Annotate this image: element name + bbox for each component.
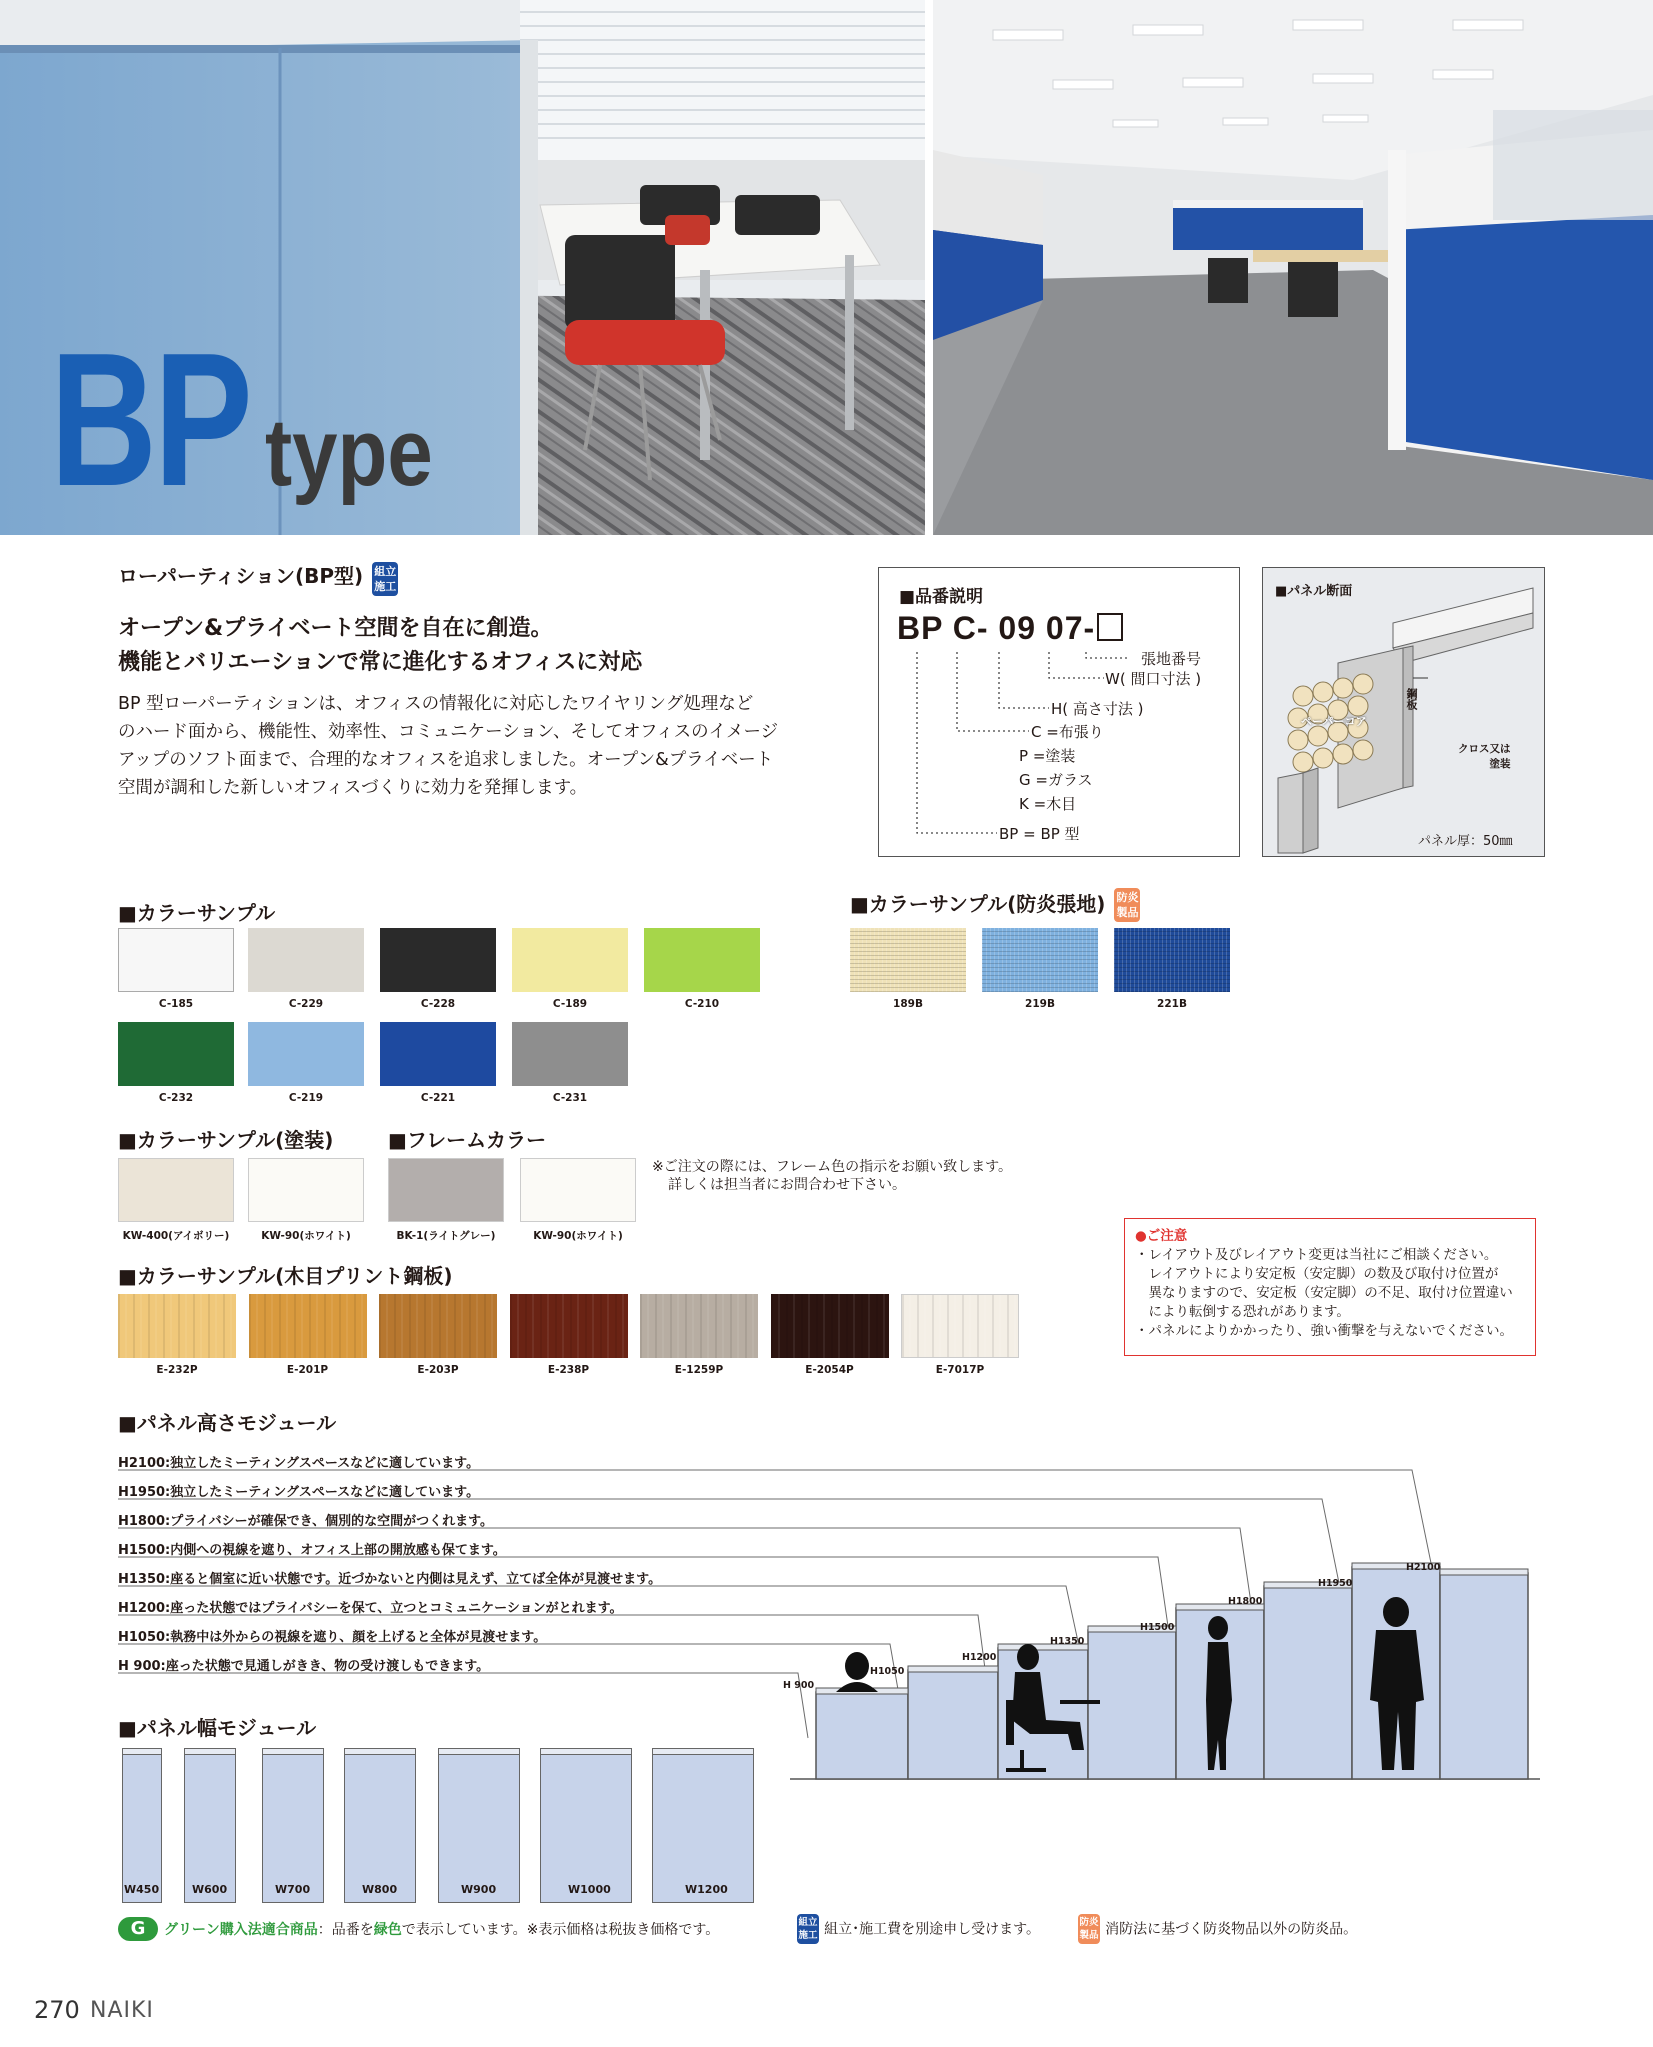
footer-assembly-badge-bottom: 施工: [798, 1930, 818, 1941]
width-panel: [344, 1753, 416, 1903]
height-row: H1500:内側への視線を遮り、オフィス上部の開放感も保てます。: [118, 1543, 506, 1558]
frame-swatch-label: BK-1(ライトグレー): [396, 1230, 496, 1242]
height-row: H1050:執務中は外からの視線を遮り、顔を上げると全体が見渡せます。: [118, 1630, 547, 1645]
w-label: W( 間口寸法 ): [1105, 670, 1202, 688]
steel-label: 鋼板: [1405, 688, 1418, 710]
height-tag: H2100: [1406, 1562, 1441, 1573]
caution-line: ・レイアウト及びレイアウト変更は当社にご相談ください。: [1135, 1247, 1498, 1263]
height-row: H 900:座った状態で見通しがきき、物の受け渡しもできます。: [118, 1659, 490, 1674]
code-bp: BP: [897, 610, 943, 646]
brand-name: NAIKI: [90, 1998, 154, 2023]
caution-line: により転倒する恐れがあります。: [1135, 1304, 1350, 1320]
caution-line: 異なりますので、安定板（安定脚）の不足、取付け位置違い: [1135, 1285, 1513, 1301]
intro-heading: ローパーティション(BP型): [118, 564, 364, 588]
footer-flame-badge-icon: [1078, 1914, 1100, 1944]
width-panel: [438, 1753, 520, 1903]
green-text-a: ：品番を: [317, 1922, 374, 1938]
caution-line: ・パネルによりかかったり、強い衝撃を与えないでください。: [1135, 1323, 1513, 1339]
footer-assembly-row: [797, 1914, 1040, 1944]
wood-swatch-label: E-201P: [286, 1364, 329, 1376]
assembly-badge-bottom: 施工: [374, 579, 397, 593]
c-label: C =布張り: [1031, 723, 1104, 741]
green-label: グリーン購入法適合商品: [164, 1922, 318, 1938]
width-panel-label: W700: [275, 1883, 311, 1896]
part-number-heading: ■品番説明: [899, 587, 984, 607]
width-panel: [122, 1753, 162, 1903]
paint-swatch-label: KW-90(ホワイト): [261, 1230, 351, 1242]
color-swatch-label: C-189: [552, 998, 588, 1010]
footer-assembly-badge-icon: [797, 1914, 819, 1944]
width-panel: [262, 1753, 324, 1903]
assembly-text: 組立･施工費を別途申し受けます。: [824, 1921, 1040, 1938]
flame-swatch-label: 219B: [1025, 998, 1055, 1010]
body-line: BP 型ローパーティションは、オフィスの情報化に対応したワイヤリング処理など: [118, 694, 754, 714]
height-row: H1950:独立したミーティングスペースなどに適しています。: [118, 1485, 480, 1500]
flame-badge-bottom: 製品: [1116, 906, 1139, 919]
cloth-line-1: クロス又は: [1458, 743, 1511, 755]
color-swatch-label: C-232: [158, 1092, 194, 1104]
height-module-heading: ■パネル高さモジュール: [118, 1411, 337, 1435]
color-swatch-label: C-228: [420, 998, 456, 1010]
flame-text: 消防法に基づく防炎物品以外の防炎品。: [1105, 1921, 1358, 1938]
width-panel: [652, 1753, 754, 1903]
flame-badge-top: 防炎: [1116, 891, 1139, 904]
code-07: 07: [1045, 610, 1084, 646]
paint-samples-heading: ■カラーサンプル(塗装): [118, 1128, 334, 1152]
green-word: 緑色: [373, 1922, 402, 1938]
flame-swatch-label: 189B: [893, 998, 923, 1010]
height-row: H2100:独立したミーティングスペースなどに適しています。: [118, 1456, 480, 1471]
width-module-heading: ■パネル幅モジュール: [118, 1716, 317, 1740]
wood-swatch-label: E-1259P: [674, 1364, 724, 1376]
body-line: のハード面から、機能性、効率性、コミュニケーション、そしてオフィスのイメージ: [118, 722, 779, 742]
panel-thickness: パネル厚：50㎜: [1418, 834, 1513, 849]
height-tag: H1800: [1228, 1596, 1263, 1607]
wood-swatch-label: E-203P: [417, 1364, 459, 1376]
bp-label: BP = BP 型: [999, 825, 1080, 843]
height-tag: H1200: [962, 1652, 997, 1663]
width-panel-label: W450: [124, 1883, 160, 1896]
p-label: P =塗装: [1019, 747, 1076, 765]
wood-swatch-label: E-2054P: [805, 1364, 854, 1376]
k-label: K =木目: [1019, 795, 1077, 813]
color-swatch-label: C-219: [288, 1092, 324, 1104]
height-tag: H1050: [870, 1666, 905, 1677]
body-line: アップのソフト面まで、合理的なオフィスを追求しました。オープン&プライベート: [118, 750, 774, 770]
width-panel-label: W600: [192, 1883, 228, 1896]
flame-samples-heading: ■カラーサンプル(防炎張地): [850, 892, 1106, 916]
color-swatch-label: C-221: [420, 1092, 456, 1104]
paper-core-label: ペーパーコア: [1301, 715, 1367, 728]
caution-line: レイアウトにより安定板（安定脚）の数及び取付け位置が: [1135, 1266, 1499, 1282]
bp-title-letters: BP: [50, 314, 250, 526]
code-09: 09: [998, 610, 1037, 646]
wood-samples-heading: ■カラーサンプル(木目プリント鋼板): [118, 1264, 453, 1288]
flame-swatch-label: 221B: [1157, 998, 1187, 1010]
panel-section-heading: ■パネル断面: [1275, 584, 1353, 599]
catch-line-2: 機能とバリエーションで常に進化するオフィスに対応: [118, 650, 643, 675]
caution-heading: ●ご注意: [1135, 1228, 1188, 1244]
frame-note-line-2: 詳しくは担当者にお問合わせ下さい。: [668, 1177, 906, 1193]
assembly-badge-top: 組立: [374, 564, 397, 578]
width-panel: [540, 1753, 632, 1903]
height-row: H1200:座った状態ではプライバシーを保て、立つとコミュニケーションがとれます。: [118, 1601, 623, 1616]
footer-flame-badge-top: 防炎: [1079, 1917, 1099, 1928]
wood-swatch-label: E-232P: [156, 1364, 198, 1376]
code-c: C: [952, 610, 977, 646]
color-swatch-label: C-185: [158, 998, 194, 1010]
green-purchase-icon: G: [118, 1917, 158, 1941]
catch-line-1: オープン&プライベート空間を自在に創造。: [118, 616, 553, 641]
wood-swatch-label: E-7017P: [935, 1364, 985, 1376]
height-row: H1800:プライバシーが確保でき、個別的な空間がつくれます。: [118, 1514, 494, 1529]
width-panel-label: W900: [461, 1883, 497, 1896]
fabric-no-label: 張地番号: [1141, 650, 1202, 668]
frame-colors-heading: ■フレームカラー: [388, 1128, 547, 1152]
width-panel: [184, 1753, 236, 1903]
green-text-b: で表示しています。※表示価格は税抜き価格です。: [401, 1922, 720, 1938]
width-panel-label: W1000: [568, 1883, 611, 1896]
height-row: H1350:座ると個室に近い状態です。近づかないと内側は見えず、立てば全体が見渡せます。: [118, 1572, 662, 1587]
width-panel-label: W1200: [685, 1883, 728, 1896]
code-dash-2: -: [1083, 610, 1096, 646]
width-panel-label: W800: [362, 1883, 398, 1896]
g-label: G =ガラス: [1019, 771, 1093, 789]
frame-swatch-label: KW-90(ホワイト): [533, 1230, 623, 1242]
body-line: 空間が調和した新しいオフィスづくりに効力を発揮します。: [118, 778, 588, 798]
footer-flame-row: [1078, 1914, 1357, 1944]
color-swatch-label: C-229: [288, 998, 324, 1010]
height-tag: H 900: [783, 1680, 815, 1691]
color-samples-heading: ■カラーサンプル: [118, 901, 276, 925]
wood-swatch-label: E-238P: [547, 1364, 590, 1376]
footer-assembly-badge-top: 組立: [798, 1917, 818, 1928]
page-number: 270: [34, 1996, 80, 2024]
footer-flame-badge-bottom: 製品: [1079, 1930, 1099, 1941]
h-label: H( 高さ寸法 ): [1051, 700, 1144, 718]
bp-type-word: type: [265, 399, 433, 506]
color-swatch-label: C-210: [684, 998, 720, 1010]
cloth-line-2: 塗装: [1489, 758, 1511, 770]
code-dash-1: -: [976, 610, 989, 646]
color-swatch-label: C-231: [552, 1092, 588, 1104]
paint-swatch-label: KW-400(アイボリー): [122, 1230, 230, 1242]
height-tag: H1950: [1318, 1578, 1353, 1589]
footer-notes: [164, 1919, 719, 1939]
frame-note-line-1: ※ご注文の際には、フレーム色の指示をお願い致します。: [652, 1159, 1013, 1175]
height-tag: H1350: [1050, 1636, 1085, 1647]
height-tag: H1500: [1140, 1622, 1175, 1633]
